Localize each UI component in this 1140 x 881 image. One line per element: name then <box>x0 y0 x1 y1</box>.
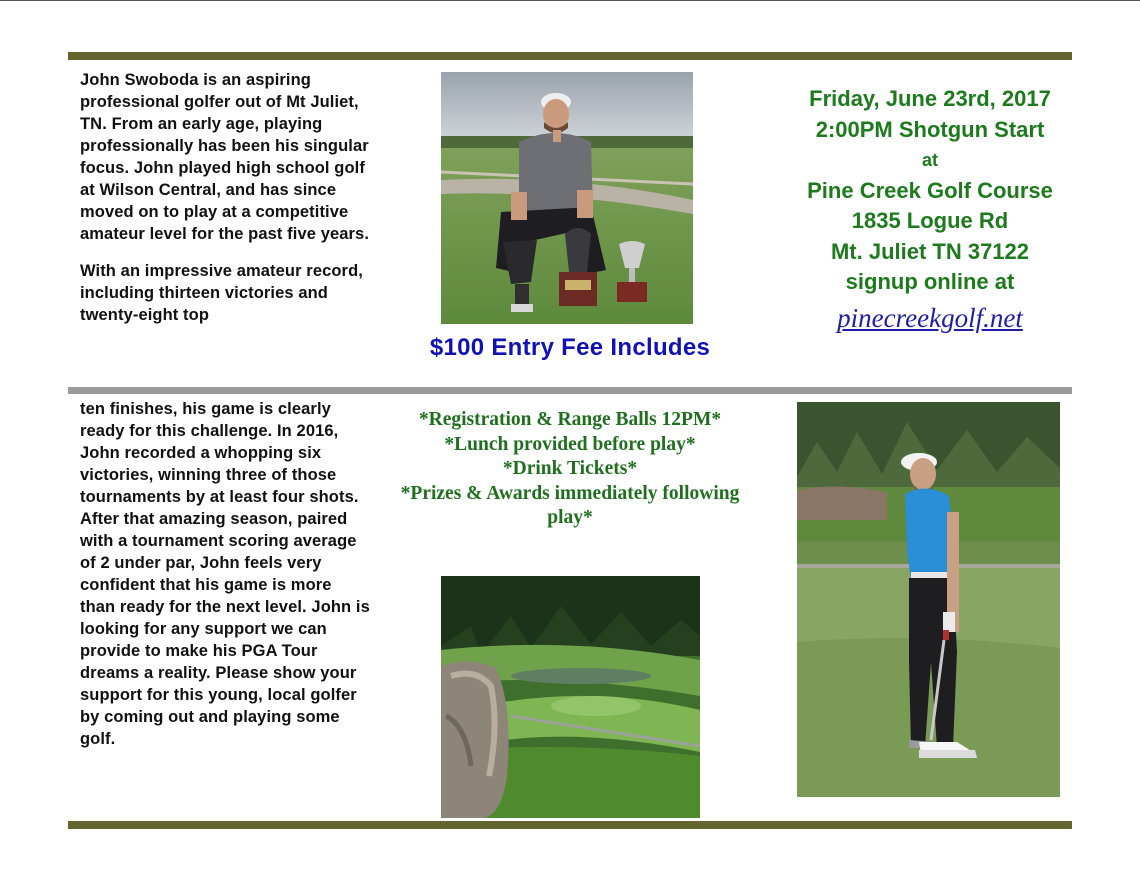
golf-course-photo <box>441 576 700 818</box>
event-details <box>770 84 1090 333</box>
includes-item-lunch: *Lunch provided before play* <box>444 433 696 455</box>
entry-fee-heading: $100 Entry Fee Includes <box>429 334 711 361</box>
entry-includes-list <box>385 408 755 531</box>
event-venue: Pine Creek Golf Course <box>807 177 1053 203</box>
bio-paragraph-3: ten finishes, his game is clearly ready for this challenge. In 2016, John recorded a whopping six victories, winning three of those tournaments by at least four shots. After that amazing season, paired with a tournament scoring average of 2 under par, John feels very confident that his game is more than ready for the next level. John is looking for any support we can provide to make his PGA Tour dreams a reality. Please show your support for this young, local golfer by coming out and playing some golf. <box>80 400 370 748</box>
event-street: 1835 Logue Rd <box>851 208 1009 233</box>
page-top-border <box>0 0 1140 1</box>
includes-item-drink-tickets: *Drink Tickets* <box>502 458 638 479</box>
includes-item-registration: *Registration & Range Balls 12PM* <box>418 409 722 430</box>
event-date: Friday, June 23rd, 2017 <box>809 86 1051 111</box>
bio-lower-column <box>80 398 370 765</box>
bottom-divider-rule <box>68 821 1072 829</box>
event-at-label: at <box>921 150 938 170</box>
includes-item-prizes: *Prizes & Awards immediately following play* <box>400 482 740 528</box>
event-city: Mt. Juliet TN 37122 <box>830 238 1030 264</box>
event-signup-label: signup online at <box>845 269 1015 294</box>
website-link[interactable]: pinecreekgolf.net <box>837 302 1023 333</box>
middle-divider-rule <box>68 387 1072 394</box>
top-divider-rule <box>68 52 1072 60</box>
golfer-trophies-photo <box>441 72 693 324</box>
golfer-putting-photo <box>797 402 1060 797</box>
bio-paragraph-2: With an impressive amateur record, including thirteen victories and twenty-eight top <box>80 262 363 324</box>
bio-paragraph-1: John Swoboda is an aspiring professional golfer out of Mt Juliet, TN. From an early age, playing professionally has been his singular focus. John played high school golf at Wilson Central, and has since moved on to play at a competitive amateur level for the past five years. <box>80 71 370 243</box>
bio-upper-column <box>80 69 370 341</box>
event-start-time: 2:00PM Shotgun Start <box>815 116 1045 142</box>
